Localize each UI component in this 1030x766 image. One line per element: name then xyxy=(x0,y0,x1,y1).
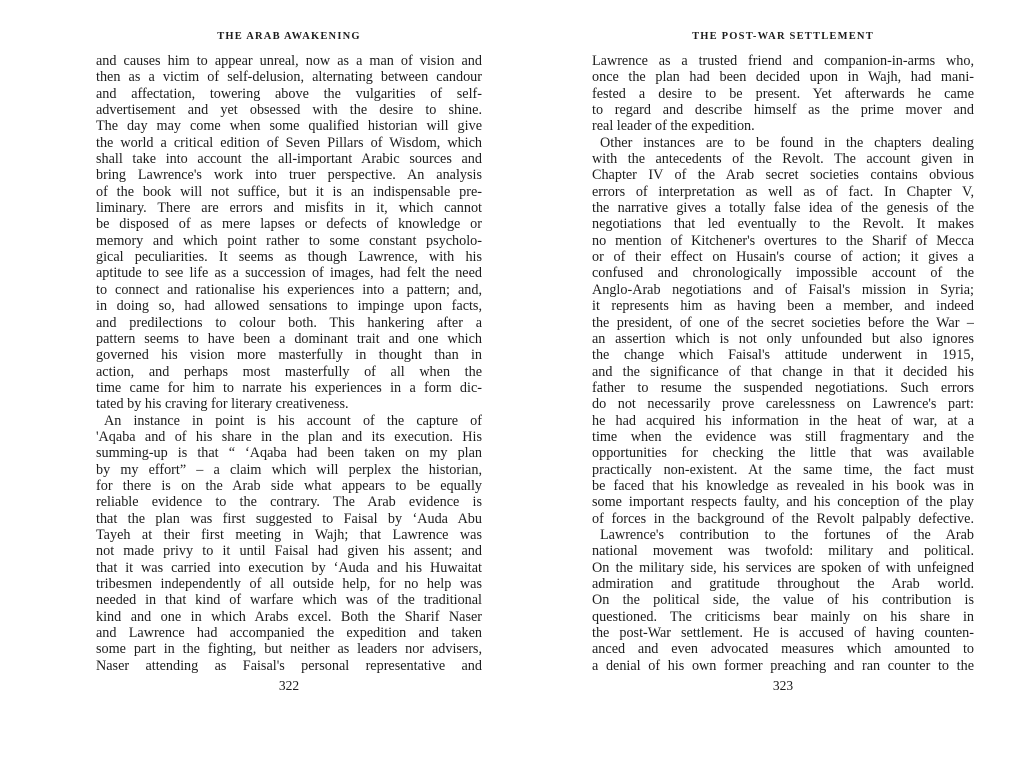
text-line: not made privy to it until Faisal had given his assent; and xyxy=(96,543,482,560)
text-line: be disposed of as mere lapses or defects of knowledge or xyxy=(96,216,482,233)
text-line: for there is on the Arab side what appears to be equally xyxy=(96,477,482,494)
text-line: opportunities for checking the little that was available xyxy=(592,445,974,462)
text-line: An instance in point is his account of the capture of xyxy=(104,412,482,429)
text-line: anced and even advocated measures which amounted to xyxy=(592,641,974,658)
text-line: needed in that kind of warfare which was of the traditional xyxy=(96,592,482,609)
text-line: by my effort” – a claim which will perplex the historian, xyxy=(96,461,482,478)
text-line: in doing so, had allowed sensations to impinge upon facts, xyxy=(96,298,482,315)
text-line: tated by his craving for literary creativeness. xyxy=(96,396,349,413)
text-line: that it was carried into execution by ‘Auda and his Huwaitat xyxy=(96,559,482,576)
text-line: advertisement and yet obsessed with the desire to shine. xyxy=(96,102,482,119)
text-line: a denial of his own former preaching and ran counter to the xyxy=(592,657,974,674)
text-line: time when the evidence was still fragmentary and the xyxy=(592,428,974,445)
text-line: Anglo-Arab negotiations and of Faisal's mission in Syria; xyxy=(592,281,974,298)
text-line: summing-up is that “ ‘Aqaba had been taken on my plan xyxy=(96,445,482,462)
text-line: Chapter IV of the Arab secret societies contains obvious xyxy=(592,167,974,184)
text-line: and predilections to colour both. This hankering after a xyxy=(96,314,482,331)
text-line: it represents him as having been a member, and indeed xyxy=(592,298,974,315)
text-line: some important respects faulty, and his conception of the play xyxy=(592,494,974,511)
text-line: then as a victim of self-delusion, alternating between candour xyxy=(96,69,482,86)
text-line: confused and chronologically impossible account of the xyxy=(592,265,974,282)
left-page xyxy=(96,0,482,766)
text-line: real leader of the expedition. xyxy=(592,118,755,135)
text-line: Other instances are to be found in the chapters dealing xyxy=(600,134,974,151)
text-line: and affectation, towering above the vulgarities of self- xyxy=(96,85,482,102)
text-line: some part in the fighting, but neither as leaders nor advisers, xyxy=(96,641,482,658)
text-line: kind and one in which Arabs excel. Both the Sharif Naser xyxy=(96,608,482,625)
text-line: the world a critical edition of Seven Pillars of Wisdom, which xyxy=(96,134,482,151)
text-line: pattern seems to have been a dominant trait and one which xyxy=(96,330,482,347)
text-line: of forces in the background of the Revolt palpably defective. xyxy=(592,510,974,527)
text-line: to regard and describe himself as the prime mover and xyxy=(592,102,974,119)
text-line: action, and perhaps most masterfully of all when the xyxy=(96,363,482,380)
text-line: father to resume the suspended negotiations. Such errors xyxy=(592,379,974,396)
text-line: negotiations that led eventually to the Revolt. It makes xyxy=(592,216,974,233)
text-line: tribesmen independently of all outside help, for no help was xyxy=(96,576,482,592)
left-page-number: 322 xyxy=(278,678,300,693)
text-line: fested a desire to be present. Yet afterwards he came xyxy=(592,85,974,102)
left-running-head: THE ARAB AWAKENING xyxy=(217,31,361,42)
text-line: On the political side, the value of his contribution is xyxy=(592,592,974,609)
text-line: and Lawrence had accompanied the expedition and taken xyxy=(96,625,482,642)
text-line: the post-War settlement. He is accused of having counten- xyxy=(592,625,974,642)
text-line: Tayeh at their first meeting in Wajh; that Lawrence was xyxy=(96,526,482,543)
text-line: liminary. There are errors and misfits in it, which cannot xyxy=(96,200,482,217)
left-body-text xyxy=(96,53,482,674)
text-line: gical peculiarities. It seems as though Lawrence, with his xyxy=(96,249,482,266)
text-line: 'Aqaba and of his share in the plan and its execution. His xyxy=(96,428,482,445)
text-line: the narrative gives a totally false idea of the genesis of the xyxy=(592,200,974,217)
text-line: do not necessarily prove carelessness on Lawrence's part: xyxy=(592,396,974,413)
text-line: Lawrence as a trusted friend and companion-in-arms who, xyxy=(592,53,974,69)
text-line: practically non-existent. At the same time, the fact must xyxy=(592,461,974,478)
right-page-number: 323 xyxy=(772,678,794,693)
text-line: and causes him to appear unreal, now as a man of vision and xyxy=(96,53,482,69)
text-line: time came for him to narrate his experiences in a form dic- xyxy=(96,379,482,396)
text-line: questioned. The criticisms bear mainly on his share in xyxy=(592,608,974,625)
text-line: shall take into account the all-important Arabic sources and xyxy=(96,151,482,168)
text-line: On the military side, his services are spoken of with unfeigned xyxy=(592,559,974,576)
text-line: aptitude to see life as a succession of images, had felt the need xyxy=(96,265,482,282)
text-line: reliable evidence to the contrary. The Arab evidence is xyxy=(96,494,482,511)
right-body-text xyxy=(592,53,974,674)
text-line: The day may come when some qualified historian will give xyxy=(96,118,482,135)
text-line: with the antecedents of the Revolt. The account given in xyxy=(592,151,974,168)
text-line: of the book will not suffice, but it is an indispensable pre- xyxy=(96,183,482,200)
text-line: once the plan had been decided upon in Wajh, had mani- xyxy=(592,69,974,86)
text-line: that the plan was first suggested to Faisal by ‘Auda Abu xyxy=(96,510,482,527)
text-line: Lawrence's contribution to the fortunes of the Arab xyxy=(600,526,974,543)
text-line: or of their effect on Husain's course of action; it gives a xyxy=(592,249,974,266)
right-running-head: THE POST-WAR SETTLEMENT xyxy=(692,31,874,42)
text-line: errors of interpretation as well as of fact. In Chapter V, xyxy=(592,183,974,200)
text-line: an assertion which is not only unfounded but also ignores xyxy=(592,330,974,347)
text-line: national movement was twofold: military and political. xyxy=(592,543,974,560)
text-line: he had acquired his information in the heat of war, at a xyxy=(592,412,974,429)
text-line: the president, of one of the secret societies before the War – xyxy=(592,314,974,331)
text-line: the change which Faisal's attitude underwent in 1915, xyxy=(592,347,974,364)
text-line: governed his vision more masterfully in thought than in xyxy=(96,347,482,364)
text-line: and the significance of that change in that it decided his xyxy=(592,363,974,380)
text-line: memory and which point rather to some constant psycholo- xyxy=(96,232,482,249)
text-line: to connect and rationalise his experiences into a pattern; and, xyxy=(96,281,482,298)
text-line: admiration and gratitude throughout the Arab world. xyxy=(592,576,974,592)
text-line: no mention of Kitchener's overtures to the Sharif of Mecca xyxy=(592,232,974,249)
text-line: bring Lawrence's work into truer perspective. An analysis xyxy=(96,167,482,184)
text-line: be faced that his knowledge as revealed in his book was in xyxy=(592,477,974,494)
right-page xyxy=(592,0,974,766)
text-line: Naser attending as Faisal's personal representative and xyxy=(96,657,482,674)
